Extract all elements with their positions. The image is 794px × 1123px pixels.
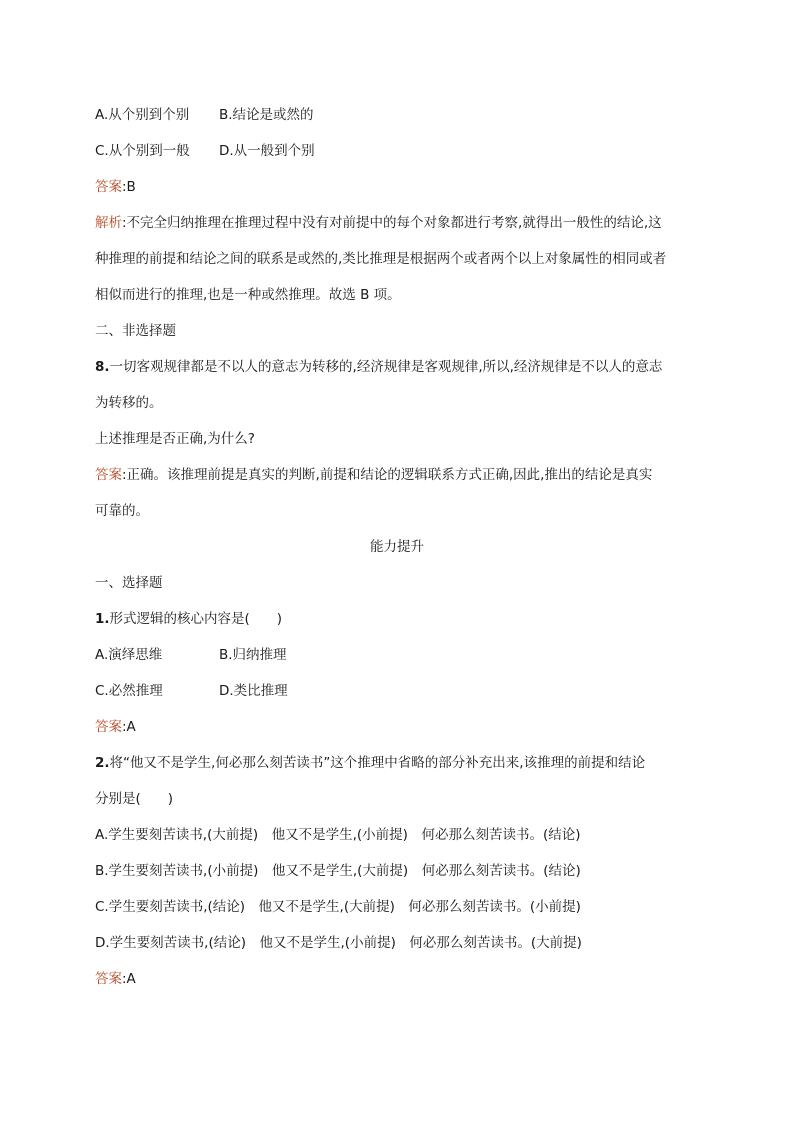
q7-analysis-line1 [95, 214, 662, 232]
q1-stem [95, 610, 282, 628]
q1-option-d: D.类比推理 [219, 683, 288, 699]
q7-analysis-line2: 种推理的前提和结论之间的联系是或然的,类比推理是根据两个或者两个以上对象属性的相同或者 [95, 251, 667, 267]
q2-stem-line2: 分别是( ) [95, 791, 174, 807]
answer-value: :B [122, 179, 136, 195]
answer-label: 答案 [95, 719, 122, 735]
q2-option-b: B.学生要刻苦读书,(小前提) 他又不是学生,(大前提) 何必那么刻苦读书。(结论) [95, 863, 581, 879]
q7-option-b: B.结论是或然的 [219, 107, 314, 123]
q1-option-c: C.必然推理 [95, 683, 163, 699]
question-number: 1. [95, 611, 110, 627]
q2-option-c: C.学生要刻苦读书,(结论) 他又不是学生,(大前提) 何必那么刻苦读书。(小前提) [95, 899, 581, 915]
question-text: 一切客观规律都是不以人的意志为转移的,经济规律是客观规律,所以,经济规律是不以人的意志 [109, 359, 663, 375]
answer-value: :A [122, 971, 136, 987]
analysis-label: 解析 [95, 215, 122, 231]
q7-answer [95, 178, 136, 196]
q2-stem-line1 [95, 754, 645, 772]
q8-stem-line3: 上述推理是否正确,为什么? [95, 431, 255, 447]
q7-option-d: D.从一般到个别 [219, 143, 315, 159]
answer-label: 答案 [95, 467, 122, 483]
section-heading-choice: 一、选择题 [95, 575, 163, 591]
answer-label: 答案 [95, 179, 122, 195]
question-number: 8. [95, 359, 110, 375]
q2-option-d: D.学生要刻苦读书,(结论) 他又不是学生,(小前提) 何必那么刻苦读书。(大前提) [95, 935, 582, 951]
analysis-text: :不完全归纳推理在推理过程中没有对前提中的每个对象都进行考察,就得出一般性的结论,这 [122, 215, 662, 231]
q2-answer [95, 970, 136, 988]
q7-options-row2 [95, 142, 315, 160]
question-text: 形式逻辑的核心内容是( ) [109, 611, 283, 627]
answer-text: :正确。该推理前提是真实的判断,前提和结论的逻辑联系方式正确,因此,推出的结论是真实 [122, 467, 653, 483]
q1-answer [95, 718, 136, 736]
q7-options-row1 [95, 106, 314, 124]
question-text: 将“他又不是学生,何必那么刻苦读书”这个推理中省略的部分补充出来,该推理的前提和结论 [109, 755, 646, 771]
q1-option-b: B.归纳推理 [219, 647, 287, 663]
section-title-ability: 能力提升 [370, 539, 424, 555]
q7-analysis-line3: 相似而进行的推理,也是一种或然推理。故选 B 项。 [95, 287, 401, 303]
question-number: 2. [95, 755, 110, 771]
q7-option-c: C.从个别到一般 [95, 143, 190, 159]
answer-value: :A [122, 719, 136, 735]
answer-label: 答案 [95, 971, 122, 987]
q8-stem-line2: 为转移的。 [95, 395, 163, 411]
q1-options-row1 [95, 646, 287, 664]
q2-option-a: A.学生要刻苦读书,(大前提) 他又不是学生,(小前提) 何必那么刻苦读书。(结论) [95, 827, 581, 843]
q8-stem-line1 [95, 358, 662, 376]
q8-answer-line1 [95, 466, 652, 484]
section-heading-nonchoice: 二、非选择题 [95, 323, 176, 339]
q1-options-row2 [95, 682, 288, 700]
q8-answer-line2: 可靠的。 [95, 503, 149, 519]
q7-option-a: A.从个别到个别 [95, 107, 190, 123]
q1-option-a: A.演绎思维 [95, 647, 163, 663]
